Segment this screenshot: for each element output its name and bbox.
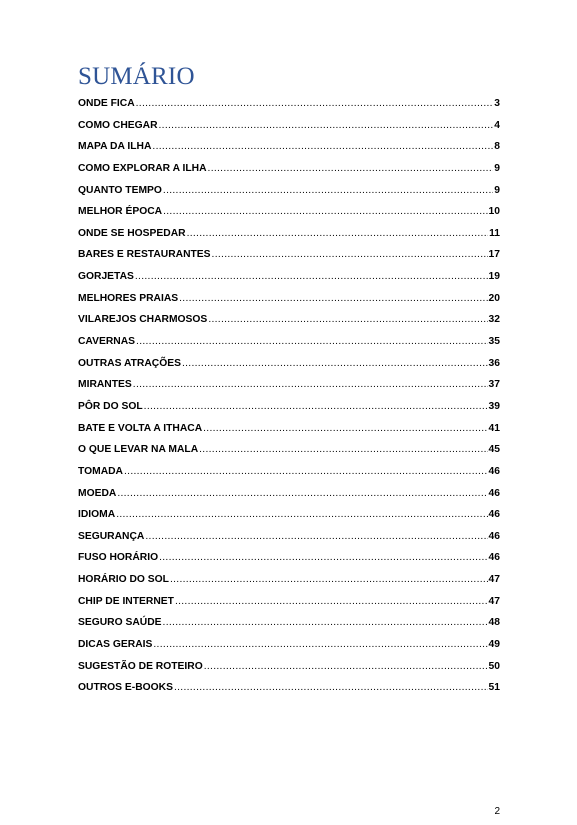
toc-entry[interactable] [78, 98, 500, 120]
toc-entry[interactable] [78, 249, 500, 271]
toc-entry-label: COMO EXPLORAR A ILHA [78, 162, 207, 174]
toc-entry[interactable] [78, 358, 500, 380]
toc-entry-label: BATE E VOLTA A ITHACA [78, 422, 203, 434]
toc-entry-page: 41 [488, 422, 500, 434]
toc-entry-page: 46 [488, 465, 500, 477]
toc-entry-label: VILAREJOS CHARMOSOS [78, 314, 208, 326]
toc-dot-leader [174, 682, 488, 693]
toc-entry-page: 45 [488, 444, 500, 456]
toc-dot-leader [203, 423, 487, 434]
toc-title: SUMÁRIO [78, 63, 195, 90]
toc-dot-leader [124, 466, 488, 477]
toc-dot-leader [135, 271, 488, 282]
toc-entry-page: 46 [488, 487, 500, 499]
toc-entry[interactable] [78, 379, 500, 401]
toc-entry-label: FUSO HORÁRIO [78, 552, 159, 564]
toc-entry-label: HORÁRIO DO SOL [78, 574, 169, 586]
toc-entry[interactable] [78, 206, 500, 228]
toc-entry-page: 9 [494, 162, 500, 174]
toc-dot-leader [208, 163, 494, 174]
toc-dot-leader [179, 293, 487, 304]
toc-entry-label: SEGURO SAÚDE [78, 617, 162, 629]
toc-entry-page: 47 [488, 595, 500, 607]
toc-entry-page: 37 [488, 379, 500, 391]
toc-dot-leader [208, 314, 487, 325]
toc-entry[interactable] [78, 596, 500, 618]
toc-entry-label: DICAS GERAIS [78, 639, 153, 651]
toc-entry-page: 46 [488, 552, 500, 564]
toc-entry-label: CHIP DE INTERNET [78, 595, 174, 607]
toc-entry-page: 9 [494, 184, 500, 196]
toc-entry[interactable] [78, 401, 500, 423]
toc-entry-label: GORJETAS [78, 271, 134, 283]
toc-entry[interactable] [78, 552, 500, 574]
toc-entry-page: 39 [488, 400, 500, 412]
toc-dot-leader [163, 185, 493, 196]
toc-entry-page: 51 [488, 682, 500, 694]
toc-entry-label: SUGESTÃO DE ROTEIRO [78, 660, 203, 672]
toc-dot-leader [117, 488, 487, 499]
toc-entry-page: 3 [494, 98, 500, 109]
toc-entry[interactable] [78, 423, 500, 445]
toc-entry[interactable] [78, 617, 500, 639]
toc-dot-leader [175, 596, 488, 607]
toc-entry-label: SEGURANÇA [78, 530, 145, 542]
toc-dot-leader [187, 228, 489, 239]
toc-entry[interactable] [78, 488, 500, 510]
toc-entry-page: 4 [494, 119, 500, 131]
toc-entry-page: 35 [488, 336, 500, 348]
toc-list [78, 98, 500, 704]
toc-entry-label: ONDE SE HOSPEDAR [78, 227, 186, 239]
toc-entry-label: MOEDA [78, 487, 117, 499]
toc-dot-leader [144, 401, 488, 412]
toc-entry-label: QUANTO TEMPO [78, 184, 162, 196]
toc-entry[interactable] [78, 466, 500, 488]
toc-entry-label: BARES E RESTAURANTES [78, 249, 211, 261]
toc-entry-page: 46 [488, 530, 500, 542]
toc-entry-label: COMO CHEGAR [78, 119, 158, 131]
toc-entry-label: MELHOR ÉPOCA [78, 206, 163, 218]
toc-entry[interactable] [78, 228, 500, 250]
toc-dot-leader [152, 141, 493, 152]
toc-entry-page: 8 [494, 141, 500, 153]
toc-dot-leader [170, 574, 488, 585]
toc-entry-label: IDIOMA [78, 509, 116, 521]
toc-entry[interactable] [78, 163, 500, 185]
toc-entry[interactable] [78, 185, 500, 207]
toc-entry-page: 36 [488, 357, 500, 369]
toc-entry[interactable] [78, 293, 500, 315]
toc-entry[interactable] [78, 141, 500, 163]
toc-dot-leader [133, 379, 488, 390]
toc-entry-page: 48 [488, 617, 500, 629]
toc-dot-leader [116, 509, 487, 520]
toc-entry[interactable] [78, 574, 500, 596]
toc-entry[interactable] [78, 509, 500, 531]
toc-entry-label: OUTROS E-BOOKS [78, 682, 173, 694]
toc-entry[interactable] [78, 531, 500, 553]
toc-entry[interactable] [78, 336, 500, 358]
toc-entry[interactable] [78, 314, 500, 336]
toc-entry-label: O QUE LEVAR NA MALA [78, 444, 199, 456]
toc-entry-label: MIRANTES [78, 379, 132, 391]
toc-dot-leader [136, 336, 488, 347]
toc-dot-leader [163, 206, 487, 217]
toc-dot-leader [159, 120, 494, 131]
toc-entry[interactable] [78, 271, 500, 293]
toc-dot-leader [204, 661, 488, 672]
toc-entry[interactable] [78, 682, 500, 704]
toc-entry-page: 11 [489, 227, 500, 239]
toc-entry-page: 32 [488, 314, 500, 326]
toc-entry-label: PÔR DO SOL [78, 400, 143, 412]
toc-entry-page: 19 [488, 271, 500, 283]
toc-dot-leader [163, 617, 488, 628]
toc-entry-page: 49 [488, 639, 500, 651]
toc-entry-page: 50 [488, 660, 500, 672]
toc-entry[interactable] [78, 444, 500, 466]
toc-entry-label: TOMADA [78, 465, 123, 477]
toc-dot-leader [182, 358, 488, 369]
toc-dot-leader [136, 98, 494, 109]
toc-dot-leader [159, 552, 487, 563]
toc-entry-label: MAPA DA ILHA [78, 141, 152, 153]
toc-entry-page: 20 [488, 292, 500, 304]
toc-entry-page: 47 [488, 574, 500, 586]
toc-entry[interactable] [78, 661, 500, 683]
toc-entry[interactable] [78, 639, 500, 661]
toc-entry-label: ONDE FICA [78, 98, 135, 109]
toc-entry-page: 17 [488, 249, 500, 261]
toc-entry[interactable] [78, 120, 500, 142]
toc-dot-leader [153, 639, 487, 650]
toc-entry-page: 10 [488, 206, 500, 218]
toc-entry-page: 46 [488, 509, 500, 521]
toc-dot-leader [199, 444, 487, 455]
toc-dot-leader [212, 249, 488, 260]
toc-entry-label: OUTRAS ATRAÇÕES [78, 357, 181, 369]
toc-entry-label: CAVERNAS [78, 336, 136, 348]
toc-dot-leader [145, 531, 487, 542]
toc-entry-label: MELHORES PRAIAS [78, 292, 179, 304]
page-number: 2 [494, 806, 500, 817]
